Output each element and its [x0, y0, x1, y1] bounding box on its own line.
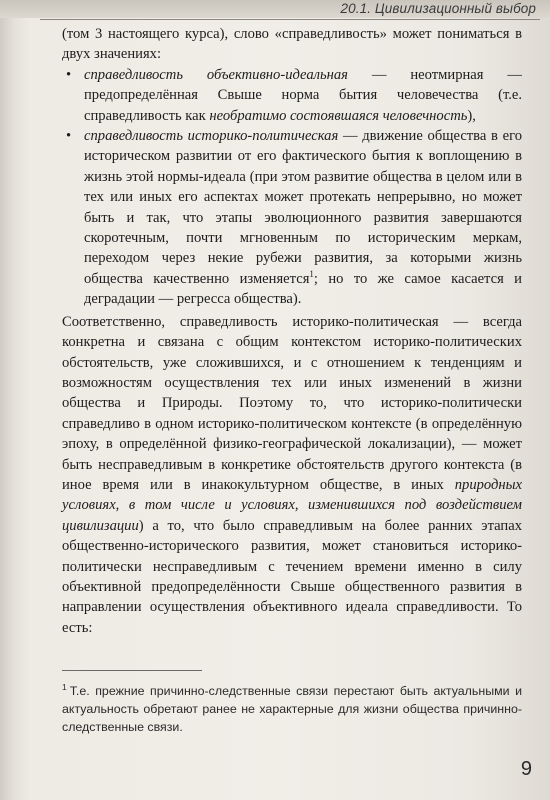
bullet-term: справедливость объективно-идеальная — [84, 66, 348, 83]
paragraph-text-end: ) а то, что было справедливым на более ранних этапах общественно-исторического развития, может становиться историко-политически несправедливым с течением времени именно в силу объективной предопределённости Свыше общественного развития в направлении осуществления объективного идеала справедливости. То есть: — [62, 517, 522, 636]
body-paragraph — [62, 312, 522, 639]
paragraph-text: Соответственно, справедливость историко-политическая — всегда конкретна и связана с общим контекстом историко-политических обстоятельств, уже сложившихся, и с отношением к тенденциям и возможностям осуществления тех или иных изменений в жизни общества и Природы. Поэтому то, что историко-политически справедливо в одном историко-политическом контексте (в определённую эпоху, в определённой физико-географической локализации), — может быть несправедливым в конкретике обстоятельств другого контекста (в иное время или в инакокультурном обществе, в иных — [62, 313, 522, 493]
bullet-text-end: ; но то же самое касается и деградации — регресса общества). — [84, 270, 522, 308]
footnote-text: Т.е. прежние причинно-следственные связи перестают быть актуальными и актуальность обретают ранее не характерные для жизни общества причинно-следственные связи. — [62, 684, 522, 734]
header-rule — [40, 19, 540, 20]
intro-text: (том 3 настоящего курса), слово «справедливость» может пониматься в двух значениях: — [62, 26, 522, 63]
main-text — [62, 24, 522, 638]
bullet-term: справедливость историко-политическая — [84, 128, 339, 145]
definition-list — [62, 65, 522, 310]
footnote — [62, 682, 522, 736]
bullet-emphasis: необратимо состоявшаяся человечность — [209, 107, 468, 124]
bullet-text-end: ), — [467, 107, 476, 124]
running-head: 20.1. Цивилизационный выбор — [340, 1, 536, 16]
bullet-icon: • — [66, 128, 72, 145]
list-item — [62, 65, 522, 126]
footnote-reference: 1 — [309, 269, 314, 280]
intro-paragraph — [62, 24, 522, 65]
footnote-rule — [62, 670, 202, 671]
footnote-mark: 1 — [62, 681, 67, 692]
bullet-text: — движение общества в его историческом развитии от его фактического бытия к воплощению в жизнь этой нормы-идеала (при этом развитие общества в целом или в тех или иных его аспектах может протекать непрерывно, но может быть и так, что этапы эволюционного развития завершаются скоротечным, почти мгновенным по историческим меркам, переходом через некие рубежи развития, за которыми жизнь общества качественно изменяется — [84, 128, 523, 287]
list-item — [62, 126, 522, 310]
bullet-icon: • — [66, 66, 72, 83]
bullet-text: — неотмирная — предопределённая Свыше норма бытия человечества (т.е. справедливость как — [84, 66, 522, 124]
page-header — [0, 0, 550, 20]
paragraph-emphasis: природных условиях, в том числе и условиях, изменившихся под воздействием цивилизации — [62, 476, 522, 534]
page-number: 9 — [520, 758, 532, 780]
